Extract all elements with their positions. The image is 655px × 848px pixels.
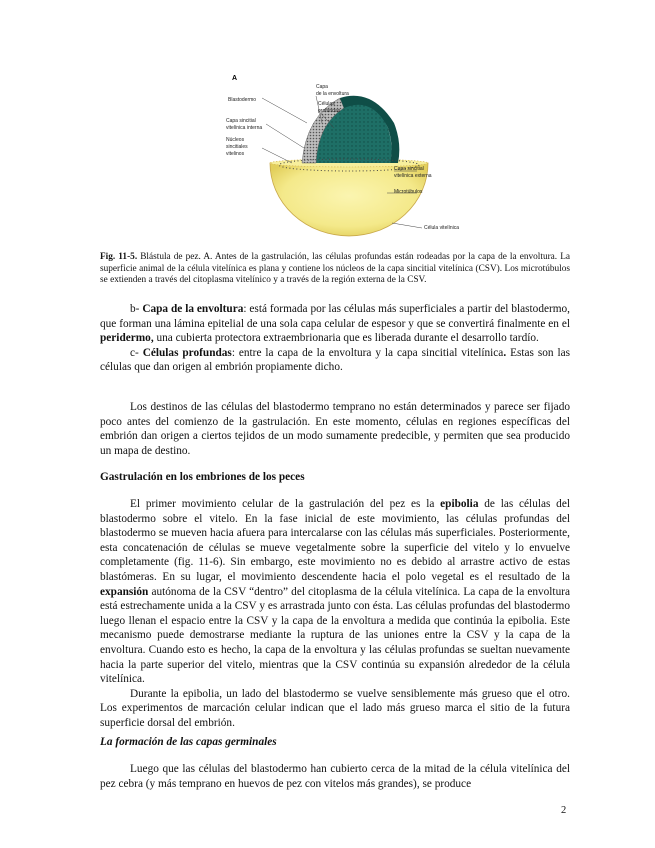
para-c-text2: Estas son las células que dan origen al embrión propiamente dicho. [100,346,571,374]
panel-letter: A [232,75,238,82]
blastula-figure [222,68,482,248]
heading-gastrulacion: Gastrulación en los embriones de los peces [100,471,305,483]
term-celulas-profundas: Células profundas [142,346,232,359]
label-microtubules: Microtúbulos [394,189,423,195]
label-yolk-cell: Célula vitelínica [424,225,460,231]
label-nuclei-3: vitelinos [226,151,245,157]
para-b-text2: una cubierta protectora extraembrionaria que es liberada durante el desarrollo tardío. [153,332,539,345]
caption-fig-label: Fig. 11-5. [100,252,138,262]
label-envelope-1: Capa [316,84,328,90]
figure-caption [100,252,570,287]
label-deep-1: Células [318,101,335,107]
para-gastr-t2: de las células del blastodermo sobre el vitelo. En la fase inicial de este movimiento, las células profundas del blastodermo se mueven hacia afuera para intercalarse con las células más superficiales. Posteriormente, esta concatenación de células se mueve vegetalmente sobre la superficie del vitelo y lo envuelve completamente (fig. 11-6). Sin embargo, este movimiento no es debido al arrastre activo de estas blastómeras. En su lugar, el movimiento descendente hacia el polo vegetal es el resultado de la [100,498,570,583]
para-destinos-text: Los destinos de las células del blastodermo temprano no están determinados y parece ser fijado poco antes del comienzo de la gastrulación. En este momento, células en regiones específicas del embrión dan origen a ciertos tejidos de un modo sumamente predecible, y permiten que sea producido un mapa de destino. [100,401,570,457]
para-b-text1: : está formada por las células más superficiales a partir del blastodermo, que forman una lámina epitelial de una sola capa celular de espesor y que se convertirá finalmente en el [100,303,570,330]
label-csv-external-2: vitelínica externa [394,173,432,179]
para-gastr-t1: El primer movimiento celular de la gastrulación del pez es la [130,498,441,510]
label-blastoderm: Blastodermo [228,97,257,103]
para-c-dot: . [503,346,507,359]
label-nuclei-2: sincitiales [226,144,248,150]
para-c-prefix: c- [130,346,143,359]
label-nuclei-1: Núcleos [226,137,245,143]
term-epibolia: epibolia [440,498,479,510]
term-peridermo: peridermo, [100,332,154,345]
label-csv-external-1: Capa sincitial [394,166,424,172]
caption-text: Blástula de pez. A. Antes de la gastrulación, las células profundas están rodeadas por la capa de la envoltura. La superficie animal de la célula vitelínica es plana y contiene los núcleos de la capa sincitial vitelínica (CSV). Los microtúbulos se extienden a través del citoplasma vitelínico y a través de la región externa de la CSV. [100,252,570,286]
page-number: 2 [561,805,567,816]
term-expansion: expansión [100,585,149,598]
label-envelope-2: de la envoltura [316,91,349,97]
para-b-prefix: b- [130,303,143,315]
paragraph-gastrulacion [100,497,570,731]
paragraph-luego [100,762,570,791]
paragraph-b [100,302,570,375]
para-gastr-t3: autónoma de la CSV “dentro” del citoplasma de la célula vitelínica. La capa de la envoltura está estrechamente unida a la CSV y es arrastrada junto con ésta. Las células profundas del blastodermo luego llenan el espacio entre la CSV y la capa de la envoltura a medida que continúa la epibolia. Este mecanismo puede demostrarse mediante la ruptura de las uniones entre la CSV y la capa de la envoltura. Cuando esto es hecho, la capa de la envoltura y las células profundas se sueltan nuevamente hacia la parte superior del vitelo, mientras que la CSV continúa su expansión alrededor de la célula vitelínica. [100,585,570,686]
term-capa-envoltura: Capa de la envoltura [142,303,244,315]
para-c-text1: : entre la capa de la envoltura y la capa sincitial vitelínica [231,346,504,359]
label-csv-internal-2: vitelínica interna [226,125,263,131]
paragraph-destinos [100,400,570,458]
label-csv-internal-1: Capa sincitial [226,118,256,124]
label-deep-2: profundas [318,108,341,114]
para-durante-text: Durante la epibolia, un lado del blastodermo se vuelve sensiblemente más grueso que el otro. Los experimentos de marcación celular indican que el lado más grueso marca el sitio de la futura superficie dorsal del embrión. [100,687,570,729]
heading-capas-germinales: La formación de las capas germinales [100,736,277,748]
para-luego-text: Luego que las células del blastodermo han cubierto cerca de la mitad de la célula vitelínica del pez cebra (y más temprano en huevos de pez con vitelos más grandes), se produce [100,763,570,790]
